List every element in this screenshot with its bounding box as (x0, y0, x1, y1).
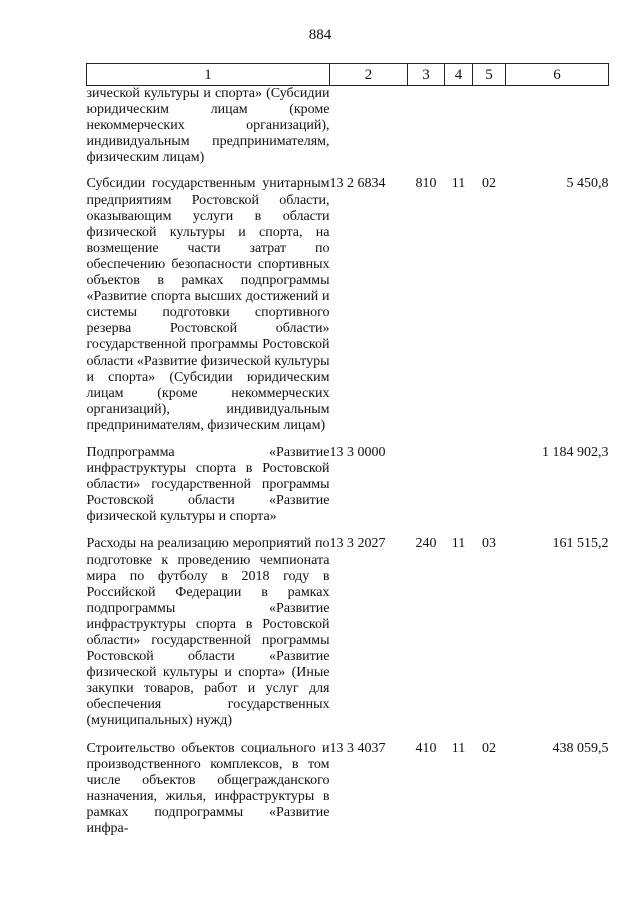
header-col-6: 6 (506, 64, 609, 86)
row-subsection (473, 86, 506, 177)
row-amount: 438 059,5 (552, 740, 609, 756)
row-description: Субсидии государственным унитарным предприятиям Ростовской области, оказывающим услуги в области физической культуры и спорта, на возмещение части затрат по обеспечению безопасности спортивных объектов в рамках подпрограммы «Развитие спорта высших достижений и системы подготовки спортивного резерва Ростовской области» государственной программы Ростовской области «Развитие физической культуры и спорта» (Субсидии юридическим лицам (кроме некоммерческих организаций), индивидуальным предпринимателям, физическим лицам) (86, 176, 330, 433)
row-expense-type (408, 86, 445, 177)
row-subsection: 02 (482, 740, 496, 756)
header-col-3: 3 (408, 64, 445, 86)
table-row (87, 741, 609, 838)
row-amount: 5 450,8 (566, 176, 609, 192)
header-col-5: 5 (473, 64, 506, 86)
row-amount: 1 184 902,3 (542, 444, 609, 460)
row-subsection: 03 (482, 536, 496, 552)
row-code (330, 86, 408, 177)
row-description: Расходы на реализацию мероприятий по подготовке к проведению чемпионата мира по футболу в 2018 году в Российской Федерации в рамках подпрограммы «Развитие инфраструктуры спорта в Ростовской области» государственной программы Ростовской области «Развитие физической культуры и спорта» (Иные закупки товаров, работ и услуг для обеспечения государственных (муниципальных) нужд) (86, 536, 330, 729)
row-code: 13 2 6834 (329, 176, 386, 192)
header-row (87, 64, 609, 86)
row-description: Подпрограмма «Развитие инфраструктуры спорта в Ростовской области» государственной программы Ростовской области «Развитие физической культуры и спорта» (86, 444, 330, 525)
row-description: Строительство объектов социального и производственного комплексов, в том числе объектов общегражданского назначения, жилья, инфраструктуры в рамках подпрограммы «Развитие инфра- (86, 740, 330, 837)
row-amount (506, 86, 609, 177)
row-section (445, 86, 473, 177)
row-section: 11 (451, 536, 466, 552)
row-subsection (473, 445, 506, 536)
row-expense-type: 410 (415, 740, 437, 756)
row-code: 13 3 2027 (329, 536, 386, 552)
row-section: 11 (451, 176, 466, 192)
row-code: 13 3 0000 (329, 444, 386, 460)
row-section (445, 445, 473, 536)
table-row (87, 445, 609, 536)
row-amount: 161 515,2 (552, 536, 609, 552)
table-row (87, 536, 609, 740)
row-expense-type (408, 445, 445, 536)
row-section: 11 (451, 740, 466, 756)
header-col-4: 4 (445, 64, 473, 86)
row-subsection: 02 (482, 176, 496, 192)
header-col-1: 1 (87, 64, 330, 86)
row-expense-type: 810 (415, 176, 437, 192)
table-row (87, 176, 609, 445)
row-code: 13 3 4037 (329, 740, 386, 756)
header-col-2: 2 (330, 64, 408, 86)
row-expense-type: 240 (415, 536, 437, 552)
page-number: 884 (308, 27, 332, 43)
budget-table (86, 63, 609, 837)
table-row (87, 86, 609, 177)
row-description: зической культуры и спорта» (Субсидии юридическим лицам (кроме некоммерческих организаций), индивидуальным предпринимателям, физическим лицам) (86, 86, 330, 166)
